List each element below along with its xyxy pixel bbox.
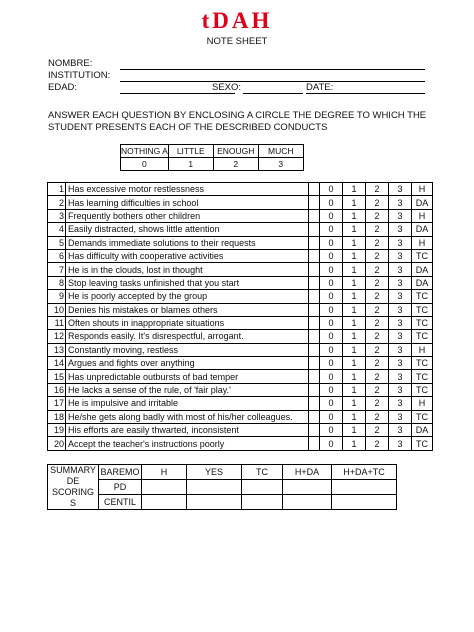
question-row [48,424,433,437]
score-option[interactable]: 2 [366,343,389,356]
summary-cell[interactable] [283,480,332,495]
score-option[interactable]: 0 [320,410,343,423]
summary-label-line: SCORING [51,487,94,497]
question-text: Often shouts in inappropriate situations [66,316,309,329]
summary-table [47,464,397,510]
question-code: H [412,236,433,249]
score-option[interactable]: 3 [389,223,412,236]
spacer-cell [309,357,320,370]
question-text: Easily distracted, shows little attention [66,223,309,236]
score-option[interactable]: 2 [366,303,389,316]
score-option[interactable]: 3 [389,263,412,276]
question-code: H [412,183,433,196]
legend-label: MUCH [258,145,303,158]
question-number: 9 [48,290,66,303]
question-row [48,437,433,450]
question-code: DA [412,424,433,437]
summary-cell[interactable] [283,495,332,510]
question-row [48,343,433,356]
score-option[interactable]: 0 [320,196,343,209]
summary-column-header: H [142,465,187,480]
question-number: 8 [48,276,66,289]
question-text: Has difficulty with cooperative activities [66,249,309,262]
question-number: 12 [48,330,66,343]
summary-label-line: S [69,498,76,508]
question-number: 18 [48,410,66,423]
scale-legend-table [120,144,304,171]
score-option[interactable]: 3 [389,276,412,289]
spacer-cell [309,316,320,329]
question-row [48,410,433,423]
spacer-cell [309,303,320,316]
question-text: Denies his mistakes or blames others [66,303,309,316]
question-row [48,263,433,276]
score-option[interactable]: 2 [366,383,389,396]
question-code: TC [412,410,433,423]
score-option[interactable]: 3 [389,236,412,249]
score-option[interactable]: 2 [366,316,389,329]
page-title: tDAH [201,8,273,33]
score-option[interactable]: 0 [320,370,343,383]
question-row [48,330,433,343]
spacer-cell [309,397,320,410]
score-option[interactable]: 0 [320,290,343,303]
score-option[interactable]: 1 [343,357,366,370]
question-text: Has learning difficulties in school [66,196,309,209]
score-option[interactable]: 3 [389,209,412,222]
summary-row-label: BAREMO [99,465,142,480]
score-option[interactable]: 3 [389,303,412,316]
question-code: DA [412,263,433,276]
legend-label: ENOUGH [213,145,258,158]
summary-cell[interactable] [242,480,283,495]
question-text: Stop leaving tasks unfinished that you start [66,276,309,289]
score-option[interactable]: 3 [389,383,412,396]
score-option[interactable]: 0 [320,276,343,289]
score-option[interactable]: 0 [320,209,343,222]
page-subtitle: NOTE SHEET [206,36,268,47]
sex-field[interactable] [243,93,303,94]
summary-cell[interactable] [142,480,187,495]
name-field[interactable] [120,69,425,70]
question-number: 6 [48,249,66,262]
spacer-cell [309,343,320,356]
question-code: TC [412,290,433,303]
score-option[interactable]: 1 [343,236,366,249]
question-text: Demands immediate solutions to their requests [66,236,309,249]
question-code: TC [412,370,433,383]
question-row [48,236,433,249]
score-option[interactable]: 3 [389,330,412,343]
question-text: Responds easily. It's disrespectful, arrogant. [66,330,309,343]
question-text: Has unpredictable outbursts of bad temper [66,370,309,383]
summary-cell[interactable] [142,495,187,510]
score-option[interactable]: 1 [343,410,366,423]
score-option[interactable]: 3 [389,343,412,356]
score-option[interactable]: 1 [343,209,366,222]
summary-cell[interactable] [242,495,283,510]
spacer-cell [309,424,320,437]
question-text: Frequently bothers other children [66,209,309,222]
score-option[interactable]: 1 [343,223,366,236]
summary-column-header: H+DA [283,465,332,480]
spacer-cell [309,249,320,262]
question-text: His efforts are easily thwarted, inconsistent [66,424,309,437]
score-option[interactable]: 0 [320,424,343,437]
question-row [48,397,433,410]
score-option[interactable]: 1 [343,183,366,196]
question-row [48,223,433,236]
score-option[interactable]: 1 [343,343,366,356]
question-number: 14 [48,357,66,370]
score-option[interactable]: 3 [389,290,412,303]
score-option[interactable]: 2 [366,249,389,262]
question-code: TC [412,330,433,343]
summary-column-header: TC [242,465,283,480]
question-code: H [412,209,433,222]
score-option[interactable]: 0 [320,437,343,450]
age-field[interactable] [120,93,235,94]
question-text: He is impulsive and irritable [66,397,309,410]
legend-value: 2 [213,158,258,171]
score-option[interactable]: 3 [389,397,412,410]
question-row [48,357,433,370]
summary-label-line: SUMMARY [50,465,96,475]
question-number: 11 [48,316,66,329]
question-code: TC [412,316,433,329]
score-option[interactable]: 1 [343,196,366,209]
score-option[interactable]: 1 [343,424,366,437]
question-number: 10 [48,303,66,316]
question-text: He lacks a sense of the rule, of 'fair play.' [66,383,309,396]
summary-label-line: DE [66,476,80,486]
score-option[interactable]: 0 [320,343,343,356]
date-field[interactable] [306,93,425,94]
spacer-cell [309,437,320,450]
question-text: Constantly moving, restless [66,343,309,356]
score-option[interactable]: 0 [320,383,343,396]
spacer-cell [309,410,320,423]
question-number: 4 [48,223,66,236]
legend-value: 1 [168,158,213,171]
score-option[interactable]: 0 [320,223,343,236]
question-code: TC [412,249,433,262]
question-number: 15 [48,370,66,383]
score-option[interactable]: 2 [366,410,389,423]
score-option[interactable]: 2 [366,357,389,370]
spacer-cell [309,196,320,209]
score-option[interactable]: 2 [366,424,389,437]
score-option[interactable]: 2 [366,209,389,222]
summary-cell[interactable] [187,495,242,510]
spacer-cell [309,276,320,289]
institution-field[interactable] [120,81,425,82]
score-option[interactable]: 2 [366,223,389,236]
question-number: 19 [48,424,66,437]
question-number: 2 [48,196,66,209]
question-number: 17 [48,397,66,410]
score-option[interactable]: 3 [389,357,412,370]
question-number: 20 [48,437,66,450]
question-code: TC [412,357,433,370]
score-option[interactable]: 3 [389,410,412,423]
name-label: NOMBRE: [48,58,93,69]
question-number: 1 [48,183,66,196]
question-number: 5 [48,236,66,249]
spacer-cell [309,383,320,396]
score-option[interactable]: 0 [320,397,343,410]
spacer-cell [309,370,320,383]
summary-cell[interactable] [332,495,397,510]
spacer-cell [309,330,320,343]
instructions-text: ANSWER EACH QUESTION BY ENCLOSING A CIRCLE THE DEGREE TO WHICH THE STUDENT PRESENTS EACH OF THE DESCRIBED CONDUCTS [48,110,427,133]
question-text: He is poorly accepted by the group [66,290,309,303]
score-option[interactable]: 3 [389,437,412,450]
score-option[interactable]: 2 [366,276,389,289]
score-option[interactable]: 0 [320,183,343,196]
score-option[interactable]: 3 [389,196,412,209]
question-code: TC [412,303,433,316]
question-code: H [412,343,433,356]
question-code: TC [412,437,433,450]
question-row [48,370,433,383]
score-option[interactable]: 0 [320,357,343,370]
summary-row-label: CENTIL [99,495,142,510]
legend-value: 0 [121,158,169,171]
score-option[interactable]: 2 [366,263,389,276]
score-option[interactable]: 3 [389,183,412,196]
score-option[interactable]: 3 [389,249,412,262]
score-option[interactable]: 1 [343,263,366,276]
question-text: Accept the teacher's instructions poorly [66,437,309,450]
age-label: EDAD: [48,82,78,93]
score-option[interactable]: 1 [343,290,366,303]
question-row [48,196,433,209]
score-option[interactable]: 1 [343,383,366,396]
question-row [48,303,433,316]
score-option[interactable]: 1 [343,330,366,343]
summary-cell[interactable] [332,480,397,495]
score-option[interactable]: 2 [366,290,389,303]
summary-row-label: PD [99,480,142,495]
score-option[interactable]: 0 [320,249,343,262]
score-option[interactable]: 3 [389,316,412,329]
score-option[interactable]: 0 [320,263,343,276]
spacer-cell [309,236,320,249]
summary-cell[interactable] [187,480,242,495]
question-code: DA [412,196,433,209]
legend-label: NOTHING A [121,146,168,156]
question-row [48,290,433,303]
question-text: Has excessive motor restlessness [66,183,309,196]
score-option[interactable]: 0 [320,236,343,249]
spacer-cell [309,263,320,276]
score-option[interactable]: 1 [343,249,366,262]
question-row [48,383,433,396]
date-label: DATE: [306,82,334,93]
sex-label: SEXO: [212,82,242,93]
score-option[interactable]: 2 [366,437,389,450]
question-number: 3 [48,209,66,222]
spacer-cell [309,183,320,196]
score-option[interactable]: 2 [366,183,389,196]
question-code: H [412,397,433,410]
score-option[interactable]: 2 [366,330,389,343]
question-row [48,276,433,289]
score-option[interactable]: 1 [343,316,366,329]
legend-value: 3 [258,158,303,171]
summary-column-header: H+DA+TC [332,465,397,480]
question-row [48,316,433,329]
question-row [48,209,433,222]
question-text: He is in the clouds, lost in thought [66,263,309,276]
question-number: 16 [48,383,66,396]
score-option[interactable]: 1 [343,303,366,316]
question-number: 7 [48,263,66,276]
legend-label: LITTLE [168,145,213,158]
score-option[interactable]: 1 [343,437,366,450]
question-row [48,183,433,196]
question-text: He/she gets along badly with most of his/her colleagues. [66,410,309,423]
spacer-cell [309,290,320,303]
score-option[interactable]: 3 [389,370,412,383]
score-option[interactable]: 0 [320,303,343,316]
score-option[interactable]: 0 [320,316,343,329]
question-code: TC [412,383,433,396]
institution-label: INSTITUTION: [48,70,111,81]
score-option[interactable]: 2 [366,370,389,383]
question-row [48,249,433,262]
score-option[interactable]: 2 [366,236,389,249]
score-option[interactable]: 1 [343,397,366,410]
question-code: DA [412,276,433,289]
summary-column-header: YES [187,465,242,480]
questions-table [47,182,433,451]
question-code: DA [412,223,433,236]
score-option[interactable]: 3 [389,424,412,437]
score-option[interactable]: 0 [320,330,343,343]
score-option[interactable]: 1 [343,370,366,383]
summary-label [48,465,99,510]
score-option[interactable]: 2 [366,196,389,209]
question-number: 13 [48,343,66,356]
score-option[interactable]: 1 [343,276,366,289]
question-text: Argues and fights over anything [66,357,309,370]
spacer-cell [309,223,320,236]
spacer-cell [309,209,320,222]
score-option[interactable]: 2 [366,397,389,410]
